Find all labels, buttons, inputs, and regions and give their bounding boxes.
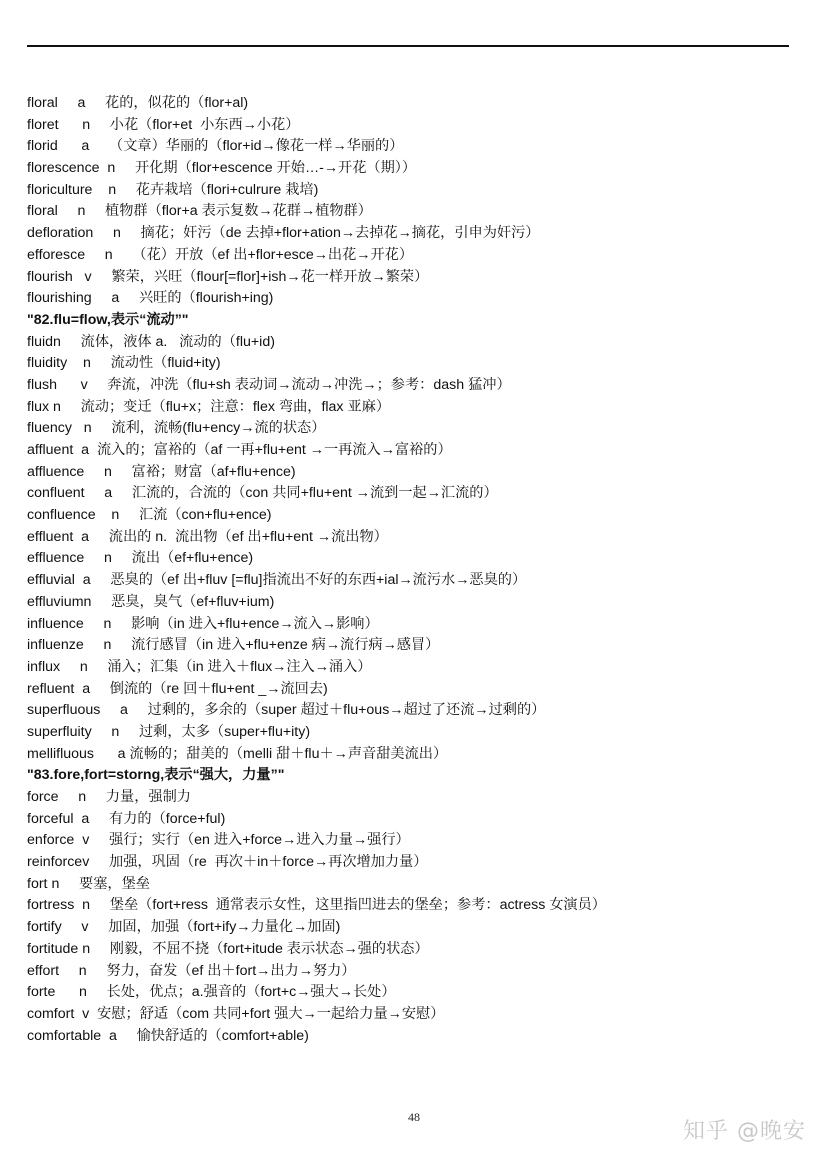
word-entry: fortitude n 刚毅，不屈不挠（fort+itude 表示状态→强的状态）: [27, 940, 429, 957]
word-entry: reinforcev 加强，巩固（re 再次＋in＋force→再次增加力量）: [27, 854, 428, 871]
word-entry: influx n 涌入；汇集（in 进入＋flux→注入→涌入）: [27, 658, 372, 675]
word-entry: flourish v 繁荣，兴旺（flour[=flor]+ish→花一样开放→繁荣）: [27, 268, 429, 285]
word-entry: florid a （文章）华丽的（flor+id→像花一样→华丽的）: [27, 138, 404, 155]
word-entry: comfort v 安慰；舒适（com 共同+fort 强大→一起给力量→安慰）: [27, 1005, 445, 1022]
word-entry: fortress n 堡垒（fort+ress 通常表示女性，这里指凹进去的堡垒；参考：actress 女演员）: [27, 897, 606, 914]
word-entry: floriculture n 花卉栽培（flori+culrure 栽培): [27, 181, 319, 198]
word-entry: refluent a 倒流的（re 回＋flu+ent _→流回去): [27, 680, 328, 697]
word-entry: affluence n 富裕；财富（af+flu+ence): [27, 463, 296, 480]
word-entry: florescence n 开化期（flor+escence 开始…-→开花（期））: [27, 160, 417, 177]
top-rule: [27, 45, 789, 47]
word-entry: confluence n 汇流（con+flu+ence): [27, 507, 272, 524]
section-heading: "83.fore,fort=storng,表示“强大，力量”": [27, 767, 285, 784]
word-entry: fluency n 流利，流畅(flu+ency→流的状态）: [27, 420, 326, 437]
word-entry: comfortable a 愉快舒适的（comfort+able): [27, 1027, 309, 1044]
word-entry: effluent a 流出的 n. 流出物（ef 出+flu+ent →流出物）: [27, 528, 388, 545]
word-entry: flux n 流动；变迁（flu+x；注意：flex 弯曲，flax 亚麻）: [27, 398, 391, 415]
word-entry: floral n 植物群（flor+a 表示复数→花群→植物群）: [27, 203, 372, 220]
word-entry: enforce v 强行；实行（en 进入+force→进入力量→强行）: [27, 832, 410, 849]
word-entry: superfluity n 过剩，太多（super+flu+ity): [27, 723, 311, 740]
word-entry: floral a 花的，似花的（flor+al): [27, 95, 249, 111]
word-entry: flush v 奔流，冲洗（flu+sh 表动词→流动→冲洗→；参考：dash 猛冲）: [27, 376, 511, 393]
word-list: [27, 93, 797, 1047]
section-heading: "82.flu=flow,表示“流动”": [27, 311, 189, 328]
word-entry: fort n 要塞，堡垒: [27, 875, 150, 892]
word-entry: defloration n 摘花；奸污（de 去掉+flor+ation→去掉花→摘花，引申为奸污）: [27, 225, 540, 242]
word-entry: mellifluous a 流畅的；甜美的（melli 甜＋flu＋→声音甜美流出）: [27, 745, 448, 762]
word-entry: influence n 影响（in 进入+flu+ence→流入→影响）: [27, 615, 379, 632]
word-entry: effluvial a 恶臭的（ef 出+fluv [=flu]指流出不好的东西+ial→流污水→恶臭的）: [27, 572, 527, 589]
page-number: 48: [408, 1110, 420, 1124]
word-entry: fluidity n 流动性（fluid+ity): [27, 355, 221, 372]
word-entry: affluent a 流入的；富裕的（af 一再+flu+ent →一再流入→富裕的）: [27, 442, 452, 458]
word-entry: effluence n 流出（ef+flu+ence): [27, 550, 254, 567]
word-entry: fluidn 流体，液体 a. 流动的（flu+id): [27, 333, 275, 350]
watermark: 知乎 @晚安: [683, 1119, 806, 1144]
word-entry: fortify v 加固，加强（fort+ify→力量化→加固): [27, 919, 341, 936]
word-entry: force n 力量，强制力: [27, 789, 191, 805]
word-entry: influenze n 流行感冒（in 进入+flu+enze 病→流行病→感冒）: [27, 637, 440, 654]
word-entry: effluviumn 恶臭，臭气（ef+fluv+ium): [27, 593, 275, 610]
word-entry: forceful a 有力的（force+ful): [27, 810, 226, 827]
word-entry: flourishing a 兴旺的（flourish+ing): [27, 290, 274, 307]
word-entry: confluent a 汇流的，合流的（con 共同+flu+ent →流到一起→汇流的）: [27, 485, 498, 502]
word-entry: floret n 小花（flor+et 小东西→小花）: [27, 116, 300, 133]
word-entry: effort n 努力，奋发（ef 出＋fort→出力→努力）: [27, 962, 356, 979]
word-entry: superfluous a 过剩的，多余的（super 超过＋flu+ous→超过了还流→过剩的）: [27, 702, 546, 719]
word-entry: efforesce n （花）开放（ef 出+flor+esce→出花→开花）: [27, 246, 414, 263]
word-entry: forte n 长处，优点；a.强音的（fort+c→强大→长处）: [27, 984, 396, 1001]
